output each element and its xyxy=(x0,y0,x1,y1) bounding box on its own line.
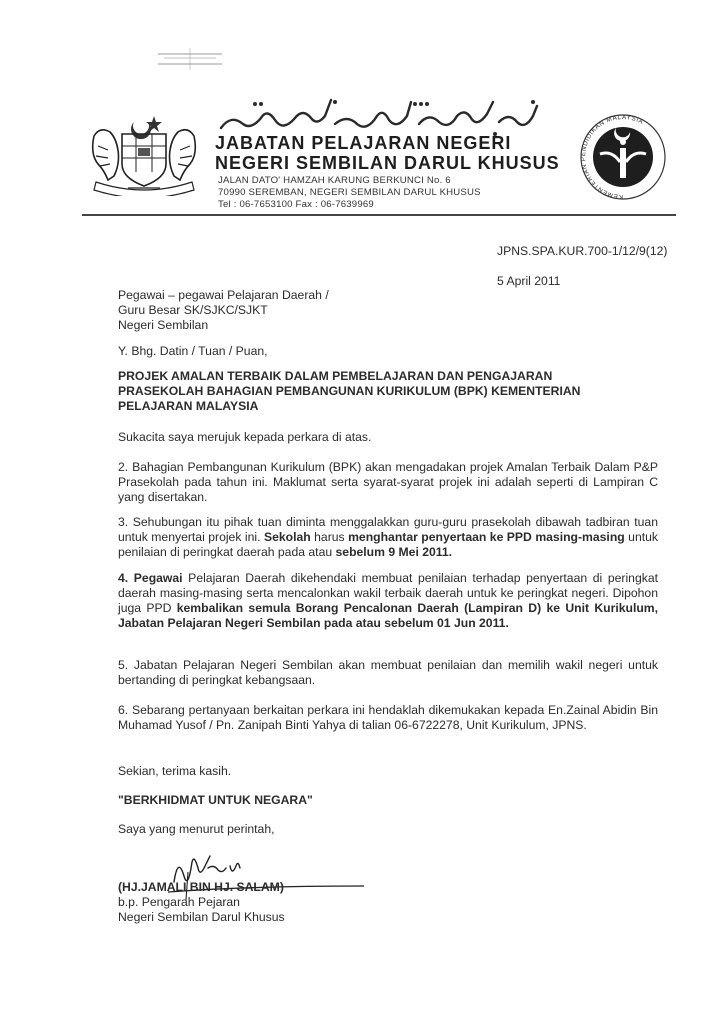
paragraph-3 xyxy=(118,515,658,560)
recipient-line: Guru Besar SK/SJKC/SJKT xyxy=(118,303,268,317)
recipient-block xyxy=(118,288,658,333)
letterhead-mark xyxy=(158,48,222,72)
p4-lead: 4. Pegawai xyxy=(118,571,183,585)
contact-line: Tel : 06-7653100 Fax : 06-7639969 xyxy=(218,199,374,210)
subject-heading: PROJEK AMALAN TERBAIK DALAM PEMBELAJARAN DAN PENGAJARAN PRASEKOLAH BAHAGIAN PEMBANGUNAN KURIKULUM (BPK) KEMENTERIAN PELAJARAN MALAYSIA xyxy=(118,369,581,413)
address-line1: JALAN DATO' HAMZAH KARUNG BERKUNCI No. 6 xyxy=(218,175,451,186)
p3-bold: menghantar penyertaan ke PPD masing-masing xyxy=(348,530,625,544)
org-name-line2: NEGERI SEMBILAN DARUL KHUSUS xyxy=(215,153,560,173)
p4-bold: kembalikan semula Borang Pencalonan Daerah (Lampiran D) ke Unit Kurikulum, Jabatan Pelajaran Negeri Sembilan pada atau sebelum 01 Jun 2011. xyxy=(118,601,658,630)
coat-of-arms-emblem xyxy=(88,112,200,196)
signatory-title: b.p. Pengarah Pejaran xyxy=(118,895,240,909)
letterhead-divider xyxy=(82,214,676,216)
closing-line: Sekian, terima kasih. xyxy=(118,764,232,778)
p4-text: Pelajaran Daerah dikehendaki membuat penilaian terhadap penyertaan di peringkat daerah masing-masing serta mencalonkan wakil terbaik daerah untuk ke peringkat negeri. Dipohon juga PPD xyxy=(118,571,658,615)
letter-date: 5 April 2011 xyxy=(497,274,561,288)
paragraph-6: 6. Sebarang pertanyaan berkaitan perkara ini hendaklah dikemukakan kepada En.Zainal Abidin Bin Muhamad Yusof / Pn. Zanipah Binti Yahya di talian 06-6722278, Unit Kurikulum, JPNS. xyxy=(118,703,658,732)
intro-paragraph: Sukacita saya merujuk kepada perkara di atas. xyxy=(118,430,372,444)
paragraph-4 xyxy=(118,571,658,631)
recipient-line: Pegawai – pegawai Pelajaran Daerah / xyxy=(118,288,329,302)
paragraph-5: 5. Jabatan Pelajaran Negeri Sembilan akan membuat penilaian dan memilih wakil negeri untuk bertanding di peringkat kebangsaan. xyxy=(118,658,658,687)
signatory-name: (HJ.JAMALI BIN HJ. SALAM) xyxy=(118,880,284,894)
reference-number: JPNS.SPA.KUR.700-1/12/9(12) xyxy=(497,244,668,258)
address-line2: 70990 SEREMBAN, NEGERI SEMBILAN DARUL KHUSUS xyxy=(218,187,481,198)
org-name-line1: JABATAN PELAJARAN NEGERI xyxy=(215,133,512,153)
p3-text: harus xyxy=(310,530,349,544)
p3-deadline: sebelum 9 Mei 2011. xyxy=(335,545,453,559)
ministry-ring-text: KEMENTERIAN PENDIDIKAN MALAYSIA xyxy=(579,113,645,201)
recipient-line: Negeri Sembilan xyxy=(118,318,209,332)
paragraph-2: 2. Bahagian Pembangunan Kurikulum (BPK) akan mengadakan projek Amalan Terbaik Dalam P&P Prasekolah pada tahun ini. Maklumat serta syarat-syarat projek ini adalah seperti di Lampiran C yang disertakan. xyxy=(118,460,658,504)
ministry-emblem xyxy=(578,112,668,204)
sign-off: Saya yang menurut perintah, xyxy=(118,822,275,836)
motto: "BERKHIDMAT UNTUK NEGARA" xyxy=(118,793,313,807)
signatory-org: Negeri Sembilan Darul Khusus xyxy=(118,910,285,924)
p3-bold: Sekolah xyxy=(263,530,311,544)
p3-text: untuk penilaian di peringkat daerah pada atau xyxy=(118,530,658,559)
p3-text: 3. Sehubungan itu pihak tuan diminta menggalakkan guru-guru prasekolah dibawah tadbiran tuan untuk menyertai projek ini. xyxy=(118,515,658,544)
salutation: Y. Bhg. Datin / Tuan / Puan, xyxy=(118,344,268,358)
